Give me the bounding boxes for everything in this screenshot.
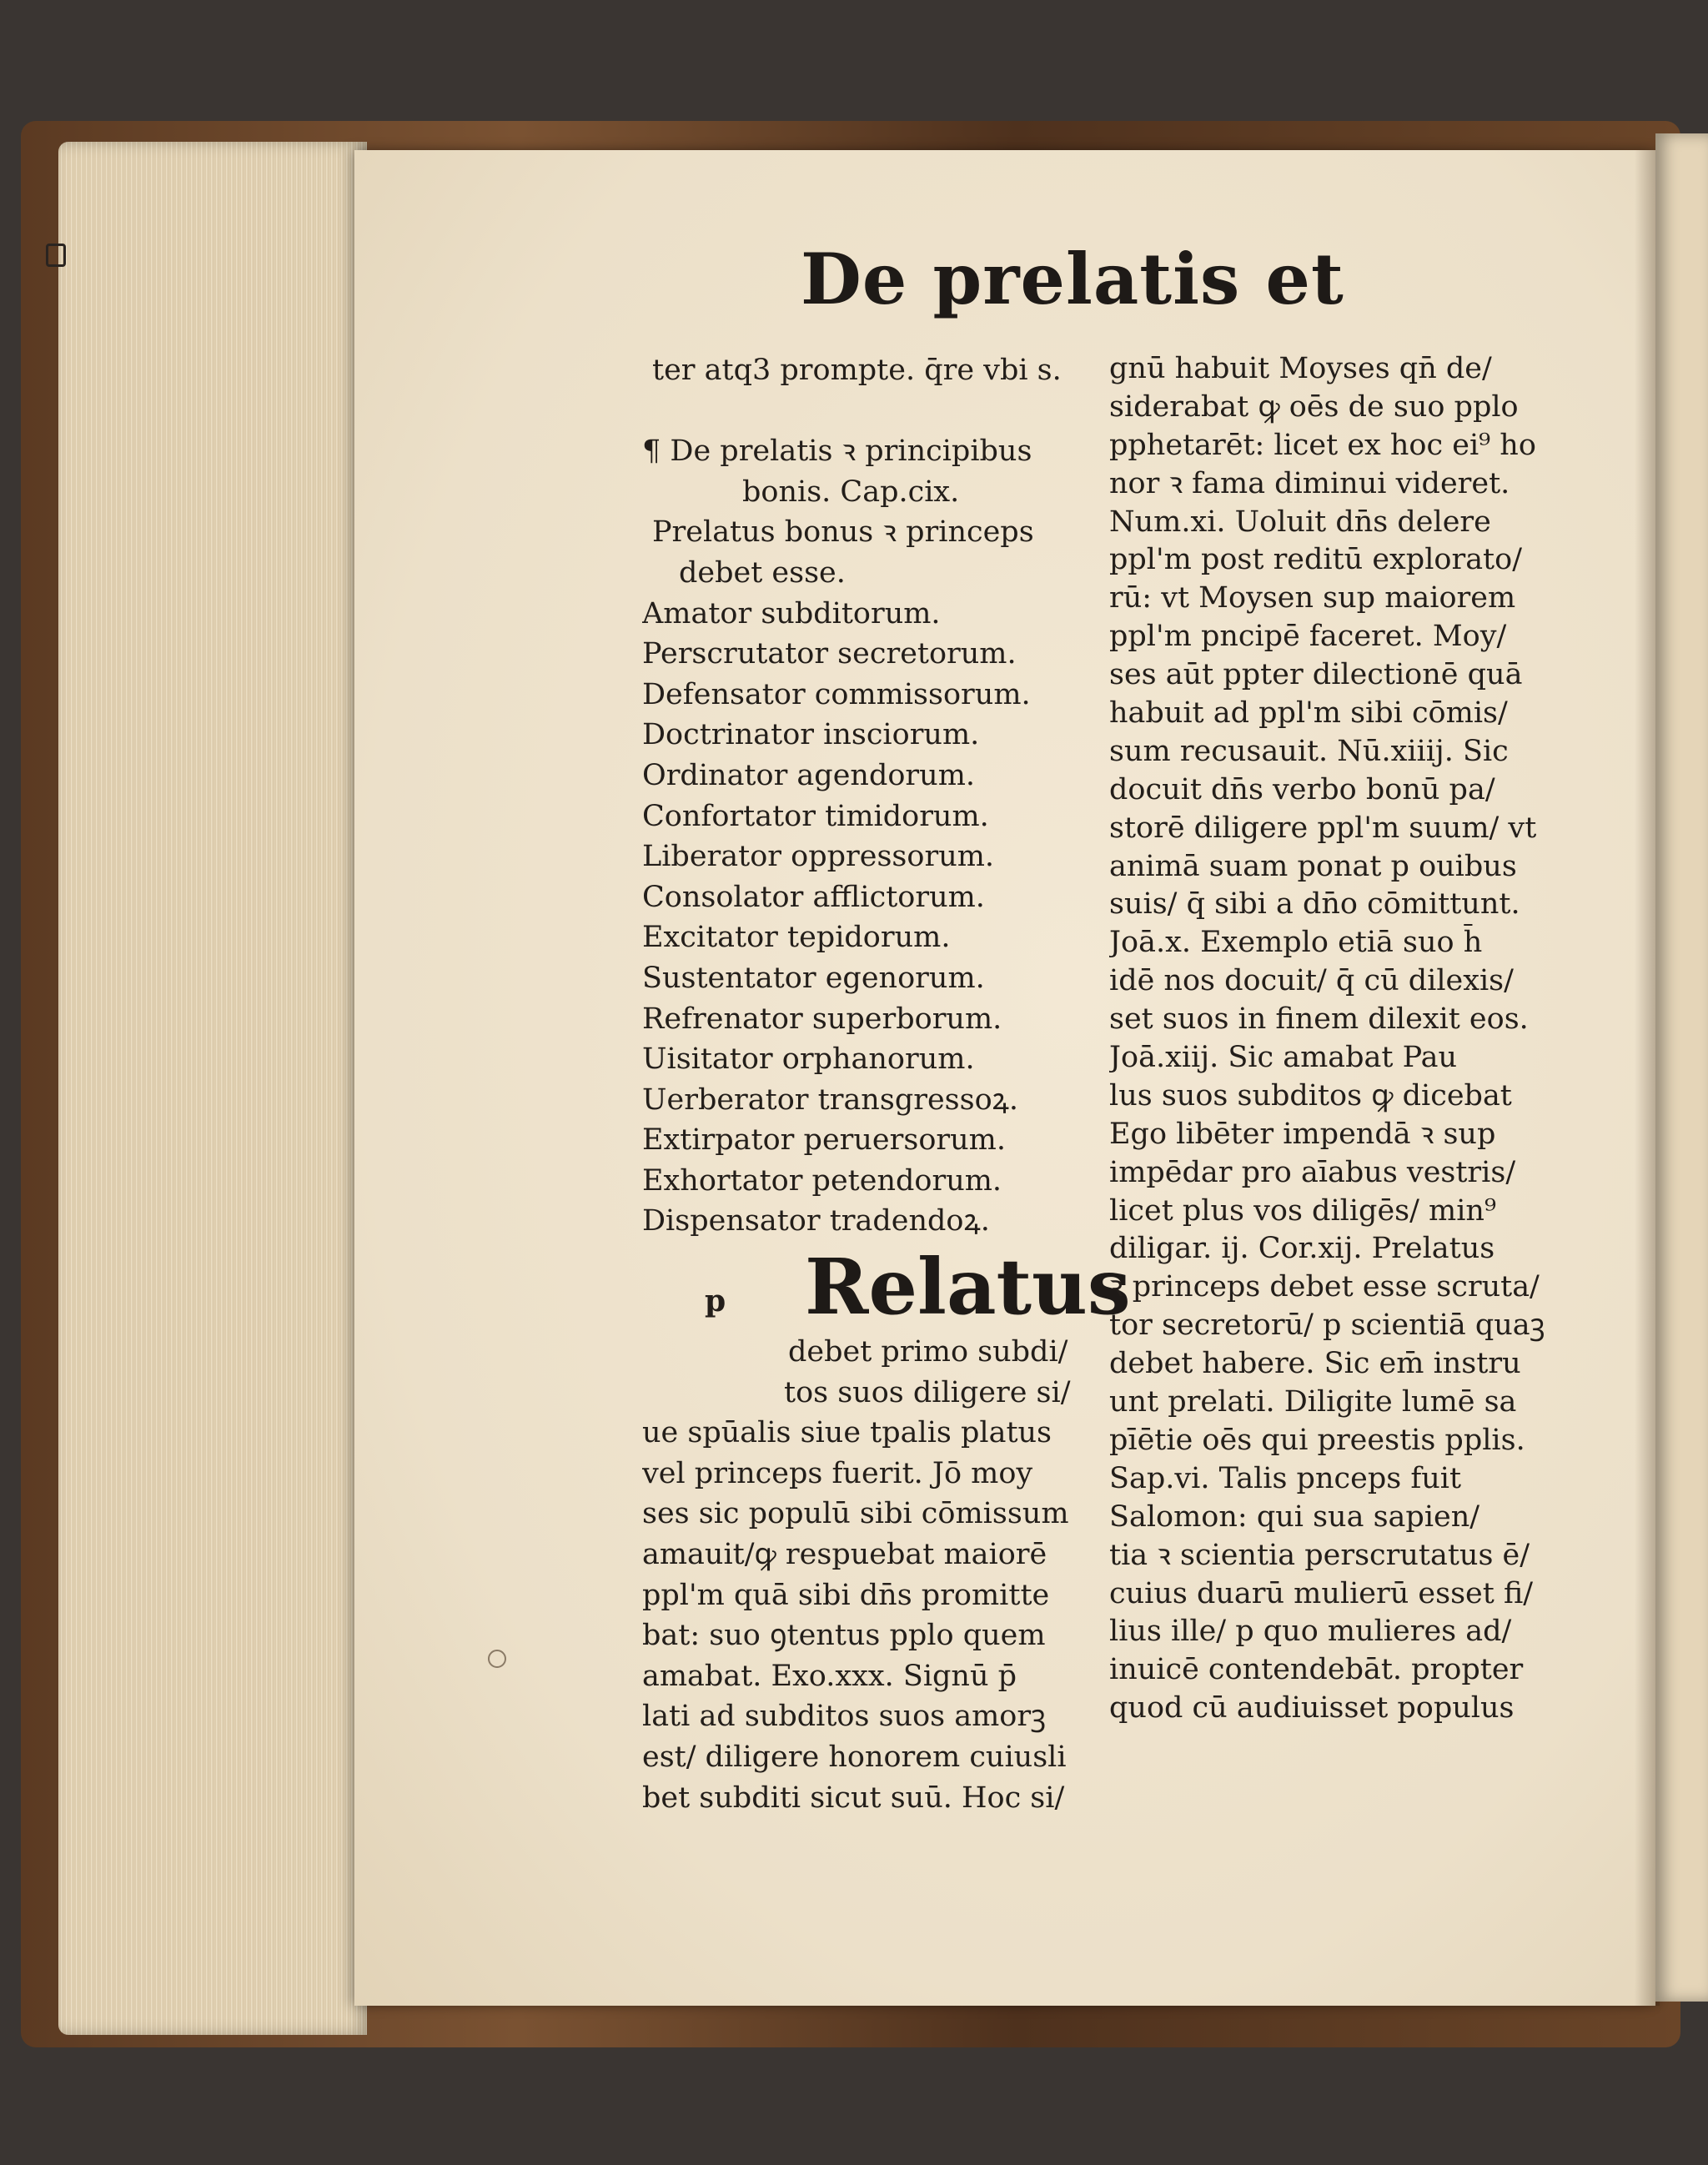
body-line: inuicē contendebāt. propter [1109, 1653, 1524, 1687]
body-line: pīētie oēs qui preestis pplis. [1109, 1423, 1525, 1457]
body-line: Sap.vi. Talis pnceps fuit [1109, 1461, 1462, 1495]
list-item: Liberator oppressorum. [642, 840, 995, 874]
body-line: lati ad subditos suos amorꝫ [642, 1700, 1046, 1734]
body-line: vel princeps fuerit. Jō moy [642, 1456, 1033, 1490]
body-line: idē nos docuit/ q̄ cū dilexis/ [1109, 964, 1514, 998]
body-line: tos suos diligere si/ [784, 1375, 1071, 1409]
body-line: Ego libēter impendā ꝛ sup [1109, 1117, 1496, 1151]
body-line: licet plus vos diligēs/ min⁹ [1109, 1193, 1496, 1228]
body-line: bet subditi sicut suū. Hoc si/ [642, 1781, 1065, 1815]
running-title: De prelatis et [801, 238, 1344, 320]
page-hole [488, 1650, 506, 1668]
list-item: Exhortator petendorum. [642, 1163, 1002, 1198]
body-line: ppl'm pncipē faceret. Moy/ [1109, 620, 1507, 654]
right-column [1109, 350, 1564, 1728]
body-line: suis/ q̄ sibi a dn̄o cōmittunt. [1109, 887, 1520, 922]
body-line: tor secretorū/ p scientiā quaꝫ [1109, 1309, 1545, 1343]
list-heading-cont: debet esse. [679, 555, 846, 590]
body-line: ppl'm post reditū explorato/ [1109, 543, 1522, 577]
body-line: Salomon: qui sua sapien/ [1109, 1499, 1480, 1534]
list-item: Confortator timidorum. [642, 799, 989, 833]
body-line: animā suam ponat p ouibus [1109, 849, 1517, 883]
body-line: Num.xi. Uoluit dn̄s delere [1109, 505, 1491, 539]
list-item: Uisitator orphanorum. [642, 1042, 975, 1077]
body-line: lius ille/ p quo mulieres ad/ [1109, 1615, 1512, 1649]
initial-word: Relatus [805, 1242, 1131, 1333]
body-line: debet primo subdi/ [788, 1335, 1068, 1369]
body-line: amabat. Exo.xxx. Signū p̄ [642, 1659, 1017, 1693]
blank-line [642, 391, 1109, 432]
body-line: ue spūalis siue tpalis platus [642, 1416, 1052, 1450]
list-item: Doctrinator insciorum. [642, 718, 980, 752]
body-line: siderabat ꝙ oēs de suo pplo [1109, 389, 1519, 424]
body-line: set suos in finem dilexit eos. [1109, 1002, 1529, 1037]
body-line: ses sic populū sibi cōmissum [642, 1497, 1069, 1531]
list-item: Perscrutator secretorum. [642, 637, 1017, 671]
body-line: storē diligere ppl'm suum/ vt [1109, 811, 1537, 845]
list-item: Uerberator transgressoꝝ. [642, 1082, 1019, 1117]
body-line: Joā.xiij. Sic amabat Pau [1109, 1041, 1457, 1075]
body-line: tia ꝛ scientia perscrutatus ē/ [1109, 1538, 1530, 1572]
body-line: unt prelati. Diligite lumē sa [1109, 1385, 1517, 1419]
body-line: rū: vt Moysen sup maiorem [1109, 581, 1516, 615]
body-line: diligar. ij. Cor.xij. Prelatus [1109, 1232, 1495, 1266]
body-line: pphetarēt: licet ex hoc ei⁹ ho [1109, 428, 1536, 462]
list-item: Refrenator superborum. [642, 1002, 1002, 1036]
body-line: sum recusauit. Nū.xiiij. Sic [1109, 734, 1509, 768]
guide-letter: p [705, 1283, 726, 1319]
body-line: habuit ad ppl'm sibi cōmis/ [1109, 696, 1508, 731]
list-item: Excitator tepidorum. [642, 921, 951, 955]
left-column [642, 350, 1131, 1818]
body-line: docuit dn̄s verbo bonū pa/ [1109, 772, 1495, 806]
chapter-heading-cont: bonis. Cap.cix. [742, 475, 960, 509]
body-line: est/ diligere honorem cuiusli [642, 1741, 1067, 1774]
list-item: Consolator afflictorum. [642, 880, 985, 914]
list-item: Dispensator tradendoꝝ. [642, 1204, 990, 1238]
body-line: ppl'm quā sibi dn̄s promitte [642, 1578, 1050, 1612]
body-line: bat: suo ꝯtentus pplo quem [642, 1619, 1046, 1653]
body-line: ses aūt ppter dilectionē quā [1109, 658, 1523, 692]
list-item: Ordinator agendorum. [642, 758, 976, 792]
chapter-heading: ¶ De prelatis ꝛ principibus [642, 435, 1032, 469]
binding-mark [46, 244, 66, 267]
body-line: quod cū audiuisset populus [1109, 1691, 1515, 1725]
body-line: impēdar pro aīabus vestris/ [1109, 1155, 1516, 1189]
initial-block [642, 1242, 1131, 1333]
body-line: nor ꝛ fama diminui videret. [1109, 466, 1510, 500]
list-item: Defensator commissorum. [642, 677, 1031, 711]
list-item: Extirpator peruersorum. [642, 1123, 1006, 1158]
list-item: Amator subditorum. [642, 596, 941, 630]
body-line: Joā.x. Exemplo etiā suo h̄ [1109, 926, 1483, 960]
list-item: Sustentator egenorum. [642, 961, 985, 995]
text-line: ter atq3 prompte. q̄re vbi s. [652, 354, 1062, 387]
body-line: debet habere. Sic em̄ instru [1109, 1347, 1521, 1381]
body-line: cuius duarū mulierū esset fi/ [1109, 1576, 1534, 1610]
page-edges [58, 142, 367, 2035]
list-heading: Prelatus bonus ꝛ princeps [652, 515, 1034, 550]
body-line: amauit/ꝙ respuebat maiorē [642, 1538, 1047, 1572]
body-line: lus suos subditos ꝙ dicebat [1109, 1078, 1512, 1113]
body-line: gnū habuit Moyses qn̄ de/ [1109, 352, 1492, 385]
facing-page-edge [1655, 133, 1708, 2002]
body-line: ꝛ princeps debet esse scruta/ [1109, 1270, 1540, 1304]
